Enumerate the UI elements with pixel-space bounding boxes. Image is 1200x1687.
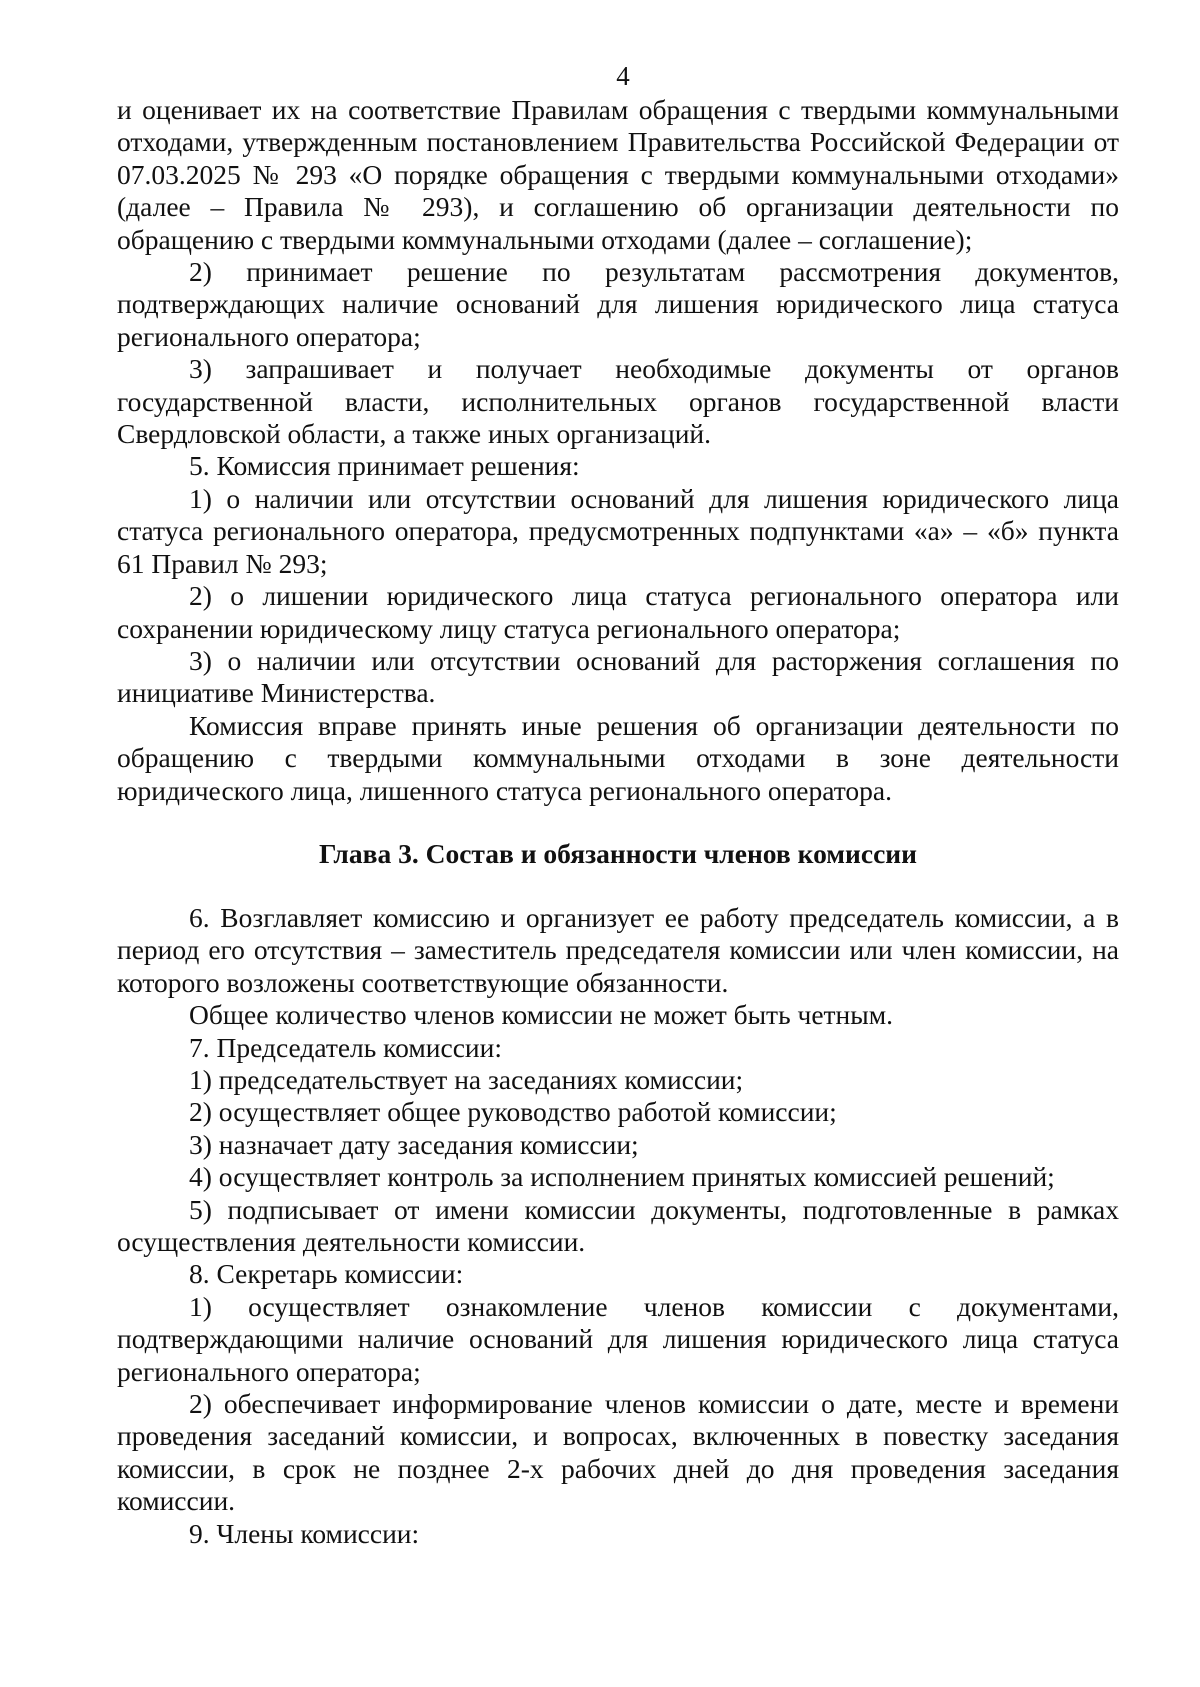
chapter-heading: Глава 3. Состав и обязанности членов комиссии xyxy=(319,837,917,869)
paragraph: Комиссия вправе принять иные решения об организации деятельности по обращению с твердыми коммунальными отходами в зоне деятельности юридического лица, лишенного статуса регионального оператора. xyxy=(117,709,1119,806)
paragraph: 2) обеспечивает информирование членов комиссии о дате, месте и времени проведения заседаний комиссии, и вопросах, включенных в повестку заседания комиссии, в срок не позднее 2-х рабочих дней до дня проведения заседания комиссии. xyxy=(117,1388,1119,1517)
paragraph: Общее количество членов комиссии не может быть четным. xyxy=(189,999,894,1031)
paragraph: 1) о наличии или отсутствии оснований для лишения юридического лица статуса регионального оператора, предусмотренных подпунктами «а» – «б» пункта 61 Правил № 293; xyxy=(117,482,1119,579)
paragraph: 8. Секретарь комиссии: xyxy=(189,1258,464,1290)
page-number: 4 xyxy=(616,61,630,91)
paragraph: 3) запрашивает и получает необходимые документы от органов государственной власти, исполнительных органов государственной власти Свердловской области, а также иных организаций. xyxy=(117,353,1119,450)
paragraph: 5. Комиссия принимает решения: xyxy=(189,450,580,482)
paragraph: 1) председательствует на заседаниях комиссии; xyxy=(189,1063,744,1095)
paragraph: 1) осуществляет ознакомление членов комиссии с документами, подтверждающими наличие оснований для лишения юридического лица статуса регионального оператора; xyxy=(117,1290,1119,1387)
paragraph: 2) о лишении юридического лица статуса регионального оператора или сохранении юридическому лицу статуса регионального оператора; xyxy=(117,580,1119,644)
paragraph: 3) назначает дату заседания комиссии; xyxy=(189,1128,639,1160)
paragraph: и оценивает их на соответствие Правилам обращения с твердыми коммунальными отходами, утвержденным постановлением Правительства Российской Федерации от 07.03.2025 № 293 «О порядке обращения с твердыми коммунальными отходами» (далее – Правила № 293), и соглашению об организации деятельности по обращению с твердыми коммунальными отходами (далее – соглашение); xyxy=(117,94,1119,255)
section-b xyxy=(117,902,1119,1550)
paragraph: 3) о наличии или отсутствии оснований для расторжения соглашения по инициативе Министерства. xyxy=(117,644,1119,709)
paragraph: 5) подписывает от имени комиссии документы, подготовленные в рамках осуществления деятельности комиссии. xyxy=(117,1193,1119,1257)
paragraph: 2) осуществляет общее руководство работой комиссии; xyxy=(189,1096,837,1128)
paragraph: 4) осуществляет контроль за исполнением принятых комиссией решений; xyxy=(189,1161,1055,1193)
paragraph: 7. Председатель комиссии: xyxy=(189,1031,502,1063)
paragraph: 6. Возглавляет комиссию и организует ее работу председатель комиссии, а в период его отсутствия – заместитель председателя комиссии или член комиссии, на которого возложены соответствующие обязанности. xyxy=(117,901,1119,998)
paragraph: 9. Члены комиссии: xyxy=(189,1517,420,1549)
paragraph: 2) принимает решение по результатам рассмотрения документов, подтверждающих наличие оснований для лишения юридического лица статуса регионального оператора; xyxy=(117,256,1119,352)
document-page xyxy=(117,60,1119,1550)
section-a xyxy=(117,94,1119,807)
